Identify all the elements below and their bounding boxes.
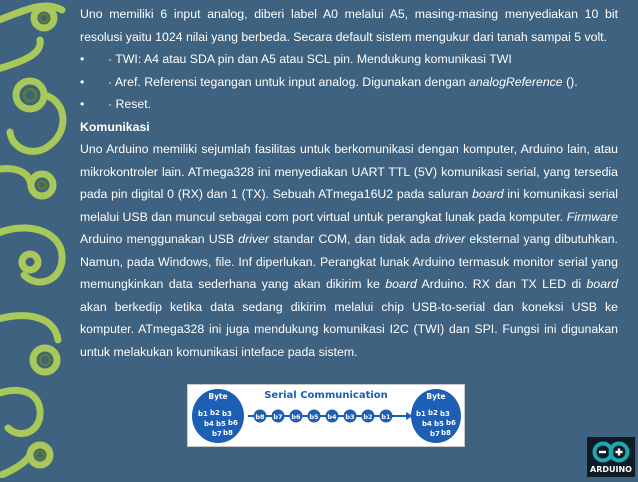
- function-name: analogReference: [468, 74, 563, 89]
- receiver-byte-label: Byte: [426, 392, 446, 401]
- sender-bit: b7: [212, 430, 222, 438]
- italic-term: driver: [434, 232, 466, 246]
- receiver-bit: b2: [428, 409, 438, 417]
- sender-bit: b2: [210, 409, 220, 417]
- text-run: akan berkedip ketika data sedang dikirim melalui chip USB-to-serial dan koneksi USB ke komputer. ATmega328 ini juga mendukung komunikasi I2C (TWI) dan SPI. Fungsi ini digunakan untuk melakukan komunikasi inteface pada sistem.: [80, 299, 618, 359]
- bullet-text-part: · Aref. Referensi tegangan untuk input analog. Digunakan dengan: [108, 74, 469, 89]
- italic-term: board: [385, 277, 417, 291]
- bullet-text: · Reset.: [108, 97, 152, 111]
- bullet-marker: •: [80, 74, 85, 89]
- bullet-aref: [80, 71, 618, 94]
- stream-bit: b1: [381, 413, 391, 421]
- bullet-text: · TWI: A4 atau SDA pin dan A5 atau SCL pin. Mendukung komunikasi TWI: [108, 52, 512, 66]
- receiver-bit: b4: [422, 420, 432, 428]
- bullet-twi: [80, 48, 618, 71]
- italic-term: board: [586, 277, 618, 291]
- arduino-infinity-icon: [587, 437, 635, 477]
- sender-bit: b5: [216, 420, 226, 428]
- receiver-bit: b8: [441, 429, 451, 437]
- bullet-marker: •: [80, 52, 85, 66]
- receiver-bit: b6: [446, 419, 456, 427]
- sender-bit: b6: [228, 419, 238, 427]
- receiver-bit: b7: [430, 430, 440, 438]
- stream-bit: b3: [345, 413, 355, 421]
- section-heading: Komunikasi: [80, 119, 150, 134]
- stream-bit: b6: [291, 413, 301, 421]
- text-run: standar COM, dan tidak ada: [269, 232, 435, 246]
- communication-paragraph: [80, 138, 618, 363]
- stream-bit: b4: [327, 413, 337, 421]
- serial-diagram-svg: [188, 385, 464, 446]
- sender-bit: b8: [223, 429, 233, 437]
- arduino-logo: [587, 437, 635, 477]
- bullet-text: [108, 71, 618, 94]
- bullet-marker: •: [80, 97, 85, 111]
- italic-term: Firmware: [566, 209, 618, 224]
- text-run: ini komunikasi serial melalui USB dan muncul sebagai com port virtual untuk perangkat lunak pada komputer.: [80, 187, 619, 224]
- sender-byte-label: Byte: [208, 392, 228, 401]
- text-run: Arduino menggunakan USB: [80, 232, 239, 246]
- stream-bit: b8: [255, 413, 265, 421]
- document-body: [80, 3, 618, 363]
- intro-paragraph: Uno memiliki 6 input analog, diberi label A0 melalui A5, masing-masing menyediakan 10 bit resolusi yaitu 1024 nilai yang berbeda. Secara default sistem mengukur dari tanah sampai 5 volt.: [80, 7, 618, 44]
- sender-bit: b3: [222, 410, 232, 418]
- italic-term: board: [472, 187, 504, 201]
- receiver-bit: b5: [434, 420, 444, 428]
- receiver-bit: b1: [416, 410, 426, 418]
- decorative-swirl-border: [0, 0, 74, 478]
- text-run: Uno Arduino memiliki sejumlah fasilitas untuk berkomunikasi dengan komputer, Arduino lain, atau mikrokontroler lain. ATmega328 ini menyediakan UART TTL (5V) komunikasi serial, yang tersedia pada pin digital 0 (RX) dan 1 (TX). Sebuah ATmega16U2 pada saluran: [80, 142, 618, 201]
- receiver-bit: b3: [440, 410, 450, 418]
- bullet-reset: [80, 93, 618, 116]
- sender-bit: b1: [198, 410, 208, 418]
- serial-communication-diagram: [187, 384, 465, 447]
- italic-term: driver: [238, 232, 270, 246]
- diagram-title: Serial Communication: [264, 390, 388, 401]
- text-run: Arduino. RX dan TX LED di: [416, 277, 587, 291]
- text-run: eksternal yang dibutuhkan. Namun, pada Windows, file. Inf diperlukan. Perangkat lunak Arduino termasuk monitor serial yang memungkinkan data sederhana yang akan dikirim ke: [80, 232, 618, 291]
- sender-bit: b4: [204, 420, 214, 428]
- stream-bit: b2: [363, 413, 373, 421]
- stream-bit: b5: [309, 413, 319, 421]
- bullet-text-part: ().: [562, 74, 578, 89]
- stream-bit: b7: [273, 413, 283, 421]
- logo-text: ARDUINO: [590, 465, 632, 474]
